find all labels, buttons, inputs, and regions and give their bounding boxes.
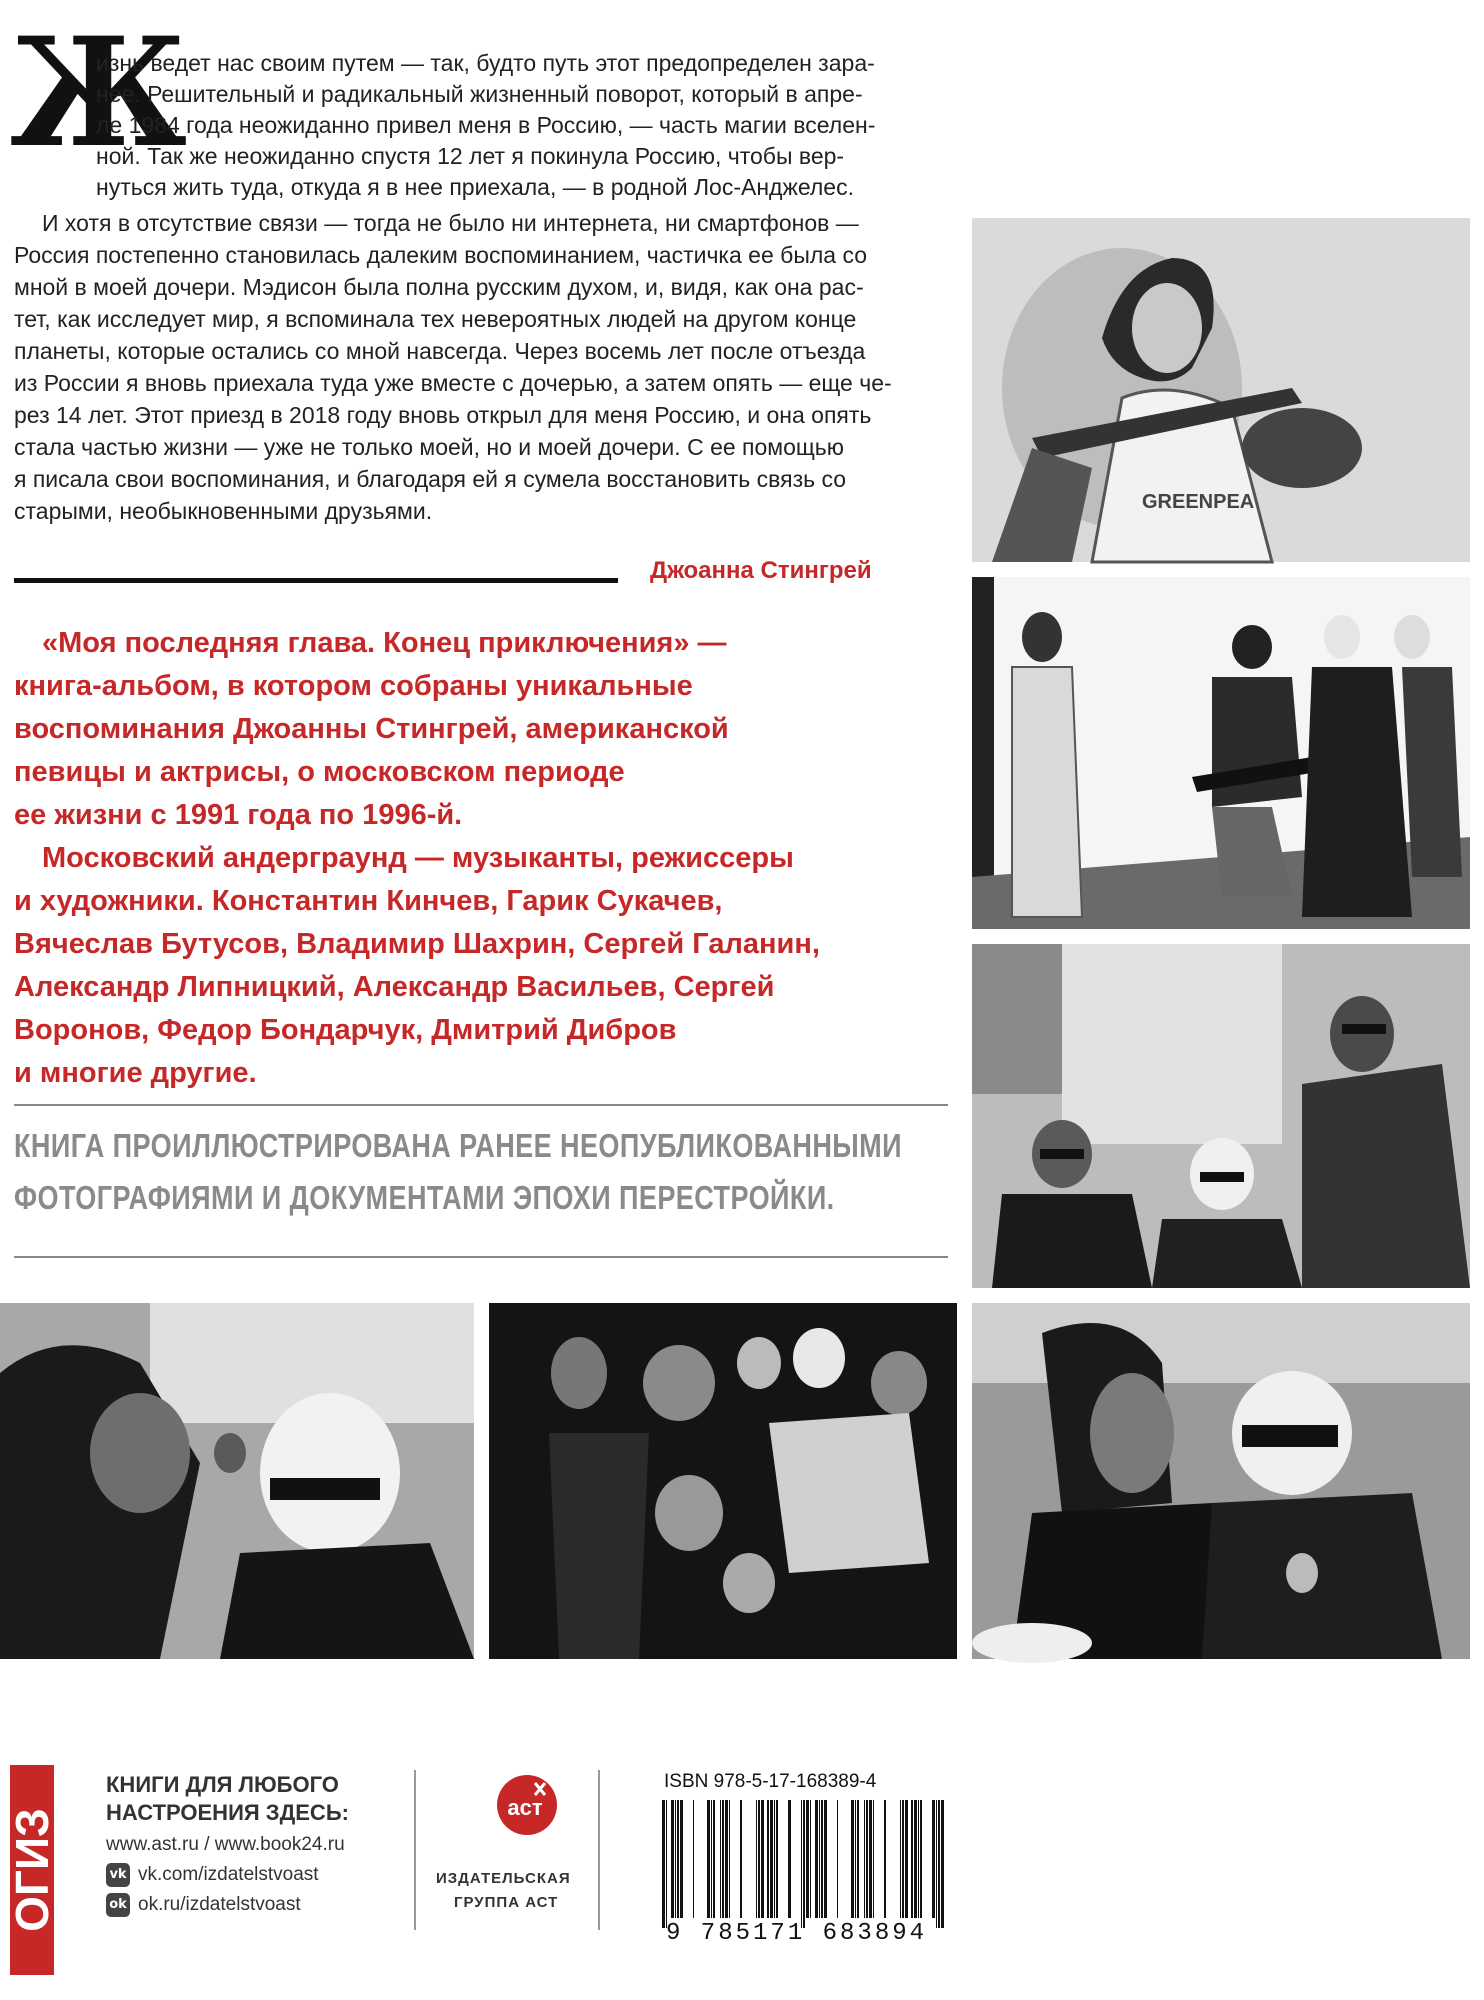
- ast-label-2: ГРУППА АСТ: [454, 1894, 559, 1911]
- blurb-line: ее жизни с 1991 года по 1996-й.: [14, 799, 463, 831]
- barcode-bar: [767, 1800, 769, 1918]
- blurb-line: Вячеслав Бутусов, Владимир Шахрин, Сергей Галанин,: [14, 928, 820, 960]
- intro-line: нее. Решительный и радикальный жизненный поворот, который в апре-: [96, 81, 863, 107]
- barcode-bar: [761, 1800, 764, 1918]
- barcode-bar: [914, 1800, 917, 1918]
- barcode-bar: [936, 1800, 937, 1928]
- barcode-bar: [774, 1800, 775, 1918]
- barcode-bar: [801, 1800, 802, 1928]
- photo-guitarist: [972, 218, 1470, 562]
- barcode-bar: [900, 1800, 901, 1918]
- barcode-bar: [788, 1800, 791, 1918]
- barcode-bar: [770, 1800, 773, 1918]
- barcode-bar: [866, 1800, 868, 1918]
- barcode-bar: [806, 1800, 809, 1918]
- illustrated-line-2: ФОТОГРАФИЯМИ И ДОКУМЕНТАМИ ЭПОХИ ПЕРЕСТРОЙКИ.: [14, 1179, 835, 1216]
- intro-line: изнь ведет нас своим путем — так, будто путь этот предопределен зара-: [96, 50, 875, 76]
- barcode-bar: [707, 1800, 710, 1918]
- blurb-line: книга-альбом, в котором собраны уникальные: [14, 670, 693, 702]
- divider: [14, 1256, 948, 1258]
- barcode-bar: [713, 1800, 715, 1918]
- photo-bottom-middle: [489, 1303, 957, 1659]
- barcode-bar: [884, 1800, 886, 1918]
- intro-line: И хотя в отсутствие связи — тогда не было ни интернета, ни смартфонов —: [42, 210, 859, 236]
- barcode-bar: [938, 1800, 940, 1928]
- intro-line: рез 14 лет. Этот приезд в 2018 году вновь открыл для меня Россию, и она опять: [14, 402, 872, 428]
- barcode-bar: [920, 1800, 922, 1918]
- vk-icon: vk: [106, 1863, 130, 1887]
- barcode-bar: [711, 1800, 712, 1918]
- isbn: ISBN 978-5-17-168389-4: [664, 1771, 877, 1792]
- shirt-text: GREENPEA: [1142, 491, 1255, 513]
- barcode-bar: [729, 1800, 730, 1918]
- intro-line: мной в моей дочери. Мэдисон была полна русским духом, и, видя, как она рас-: [14, 274, 864, 300]
- barcode-bar: [740, 1800, 742, 1918]
- barcode-number: 9 785171 683894: [666, 1920, 928, 1947]
- barcode-bar: [932, 1800, 935, 1918]
- vk-link[interactable]: vk.com/izdatelstvoast: [138, 1864, 319, 1885]
- barcode-bar: [819, 1800, 820, 1918]
- intro-line: стала частью жизни — уже не только моей, но и моей дочери. С ее помощью: [14, 434, 845, 460]
- barcode-bar: [855, 1800, 856, 1918]
- illustrated-line-1: КНИГА ПРОИЛЛЮСТРИРОВАНА РАНЕЕ НЕОПУБЛИКОВАННЫМИ: [14, 1127, 902, 1164]
- barcode-bar: [824, 1800, 827, 1918]
- blurb-line: и многие другие.: [14, 1057, 257, 1089]
- barcode-bar: [815, 1800, 818, 1918]
- barcode-bar: [873, 1800, 874, 1918]
- author-signature: Джоанна Стингрей: [650, 557, 872, 584]
- barcode-bar: [857, 1800, 859, 1918]
- barcode-bar: [693, 1800, 694, 1918]
- barcode-bar: [810, 1800, 811, 1918]
- barcode-bar: [671, 1800, 674, 1918]
- barcode-bar: [756, 1800, 757, 1918]
- intro-line: ной. Так же неожиданно спустя 12 лет я покинула Россию, чтобы вер-: [96, 143, 845, 169]
- svg-text:ОГИЗ: ОГИЗ: [6, 1808, 58, 1932]
- barcode-bar: [776, 1800, 778, 1918]
- website-links[interactable]: www.ast.ru / www.book24.ru: [106, 1834, 345, 1855]
- blurb-line: Александр Липницкий, Александр Васильев, Сергей: [14, 971, 775, 1003]
- footer-divider: [414, 1770, 416, 1930]
- barcode-bar: [837, 1800, 838, 1918]
- barcode-bar: [918, 1800, 919, 1918]
- photo-dancers: [972, 577, 1470, 929]
- intro-line: ле 1984 года неожиданно привел меня в Россию, — часть магии вселен-: [96, 112, 876, 138]
- photo-bottom-right: [972, 1303, 1470, 1659]
- blurb-line: певицы и актрисы, о московском периоде: [14, 756, 625, 788]
- intro-line: нуться жить туда, откуда я в нее приехала, — в родной Лос-Анджелес.: [96, 174, 854, 200]
- blurb-line: Воронов, Федор Бондарчук, Дмитрий Дибров: [14, 1014, 677, 1046]
- ok-icon: ok: [106, 1893, 130, 1917]
- footer-divider: [598, 1770, 600, 1930]
- barcode-bar: [864, 1800, 865, 1918]
- barcode-bar: [680, 1800, 683, 1918]
- divider: [14, 1104, 948, 1106]
- barcode-bar: [902, 1800, 904, 1918]
- signature-rule: [14, 578, 618, 583]
- intro-line: старыми, необыкновенными друзьями.: [14, 498, 433, 524]
- ast-logo: [495, 1773, 559, 1837]
- blurb-line: «Моя последняя глава. Конец приключения» —: [42, 627, 727, 659]
- intro-line: планеты, которые остались со мной навсегда. Через восемь лет после отъезда: [14, 338, 866, 364]
- barcode-bar: [662, 1800, 665, 1928]
- tagline-line-1: КНИГИ ДЛЯ ЛЮБОГО: [106, 1772, 339, 1797]
- barcode-bar: [821, 1800, 823, 1918]
- svg-text:аст: аст: [507, 1795, 543, 1820]
- ogiz-logo: [6, 1765, 58, 1975]
- barcode-bar: [803, 1800, 805, 1928]
- blurb-line: воспоминания Джоанны Стингрей, американской: [14, 713, 729, 745]
- ok-link[interactable]: ok.ru/izdatelstvoast: [138, 1894, 301, 1915]
- intro-line: из России я вновь приехала туда уже вместе с дочерью, а затем опять — еще че-: [14, 370, 892, 396]
- intro-line: тет, как исследует мир, я вспоминала тех невероятных людей на другом конце: [14, 306, 857, 332]
- barcode-bar: [905, 1800, 908, 1918]
- photo-group-sunglasses: [972, 944, 1470, 1288]
- barcode-bar: [869, 1800, 872, 1918]
- barcode-bar: [911, 1800, 913, 1918]
- barcode-bar: [666, 1800, 667, 1928]
- barcode-bar: [758, 1800, 760, 1918]
- barcode-bar: [851, 1800, 854, 1918]
- photo-bottom-left: [0, 1303, 474, 1659]
- intro-line: я писала свои воспоминания, и благодаря ей я сумела восстановить связь со: [14, 466, 847, 492]
- barcode-bar: [722, 1800, 724, 1918]
- barcode-bar: [941, 1800, 944, 1928]
- tagline-line-2: НАСТРОЕНИЯ ЗДЕСЬ:: [106, 1800, 349, 1825]
- barcode-bar: [720, 1800, 721, 1918]
- ast-label-1: ИЗДАТЕЛЬСКАЯ: [436, 1870, 571, 1887]
- drop-cap: Ж: [10, 5, 188, 181]
- barcode-bar: [677, 1800, 679, 1918]
- barcode-bar: [725, 1800, 728, 1918]
- barcode-bar: [675, 1800, 676, 1918]
- barcode: [660, 1800, 944, 1928]
- blurb-line: и художники. Константин Кинчев, Гарик Сукачев,: [14, 885, 723, 917]
- blurb-line: Московский андерграунд — музыканты, режиссеры: [42, 842, 794, 874]
- intro-line: Россия постепенно становилась далеким воспоминанием, частичка ее была со: [14, 242, 868, 268]
